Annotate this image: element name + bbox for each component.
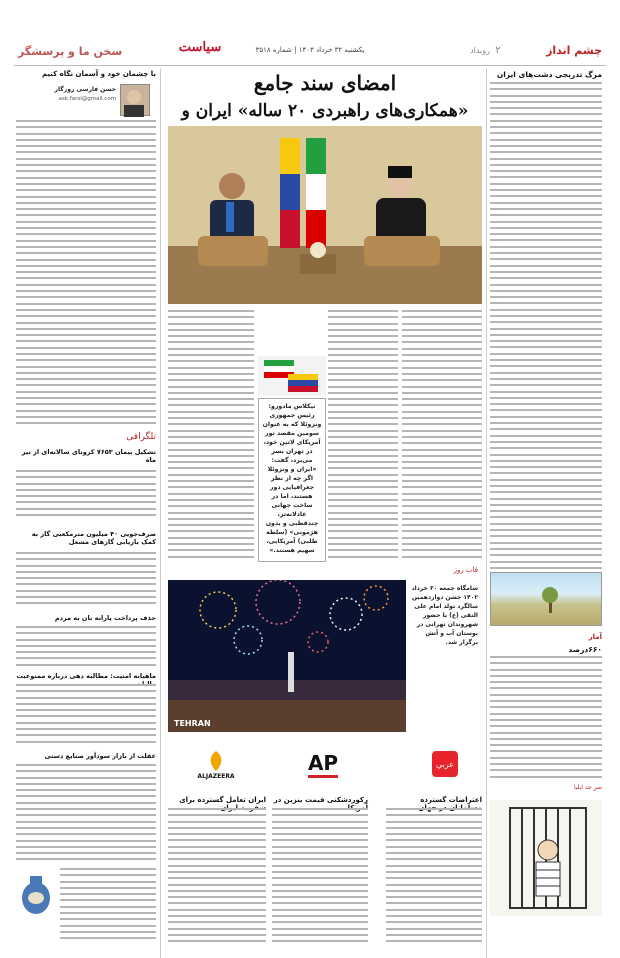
telegraphic-text-5 (16, 764, 156, 864)
bottom-story-2-title: رکوردشکنی قیمت بنزین در (273, 796, 368, 804)
stat-heading: ۶۶۰درصد (568, 645, 602, 654)
main-headline-line1: امضای سند جامع (253, 71, 397, 95)
stat-tag: آمار (588, 633, 602, 641)
flags-image (258, 356, 326, 396)
main-story-column-2 (328, 310, 398, 562)
pull-quote: نیکلاس مادورو: رئیس جمهوری ونزوئلا که به عنوان سومین مقصد تور آمریکای لاتین خود، در تهران بسر می‌برد، گفت: «ایران و ونزوئلا اگر چه از نظر جغرافیایی دور هستند، اما در ساخت جهانی عادلانه‌تر، چندقطبی و بدون هژمونی» (سلطه طلبی) آمریکایی، سهیم هستند.» (258, 398, 326, 562)
main-story-column-4 (168, 310, 254, 562)
author-name: حسن فارسی روزگار (54, 86, 116, 93)
aljazeera-logo-icon (204, 749, 228, 773)
fireworks-image (168, 580, 406, 732)
editorial-title: با چشمان خود و آسمان نگاه کنیم (41, 70, 156, 78)
telegraphic-text-2 (16, 552, 156, 610)
stat-text (490, 656, 602, 780)
bottom-story-1-title: اعتراضات گسترده (420, 796, 482, 804)
pottery-image (16, 868, 56, 916)
telegraphic-tag: تلگرافی (126, 432, 156, 442)
photo-caption: شامگاه جمعه ۳۰ خرداد ۱۴۰۲ جشن دوازدهمین سالگرد تولد امام علی النقی (ع) با حضور شهروندان تهرانی در بوستان آب و آتش برگزار شد. (411, 585, 478, 646)
ap-logo (290, 740, 356, 788)
right-section-title: چشم انداز (546, 44, 602, 57)
telegraphic-text-6 (60, 868, 156, 948)
telegraphic-item-3: حذف پرداخت یارانه نان به مردم (54, 614, 156, 622)
right-column-title: مرگ تدریجی دشت‌های ایران (496, 70, 602, 79)
handicraft-photo (16, 868, 56, 916)
photo-story-tag: قاب روز (453, 566, 478, 574)
landscape-photo (490, 572, 602, 626)
bottom-story-3-title: ایران تعامل گسترده برای (179, 796, 266, 804)
cartoon (490, 800, 602, 916)
main-story-column-1 (402, 310, 482, 562)
section-name: رویداد (470, 46, 490, 55)
telegraphic-text-4 (16, 684, 156, 748)
tree-image (489, 573, 601, 627)
telegraphic-item-1: تشکیل پیمان ۷۶۵۳ کرونای سالانه‌ای از تیر ماه (21, 448, 156, 464)
left-column-divider (160, 68, 161, 958)
fireworks-photo (168, 580, 406, 732)
telegraphic-item-4: ماهیانه امنیت: مطالبه دهی درباره ممنوعیت (16, 672, 156, 680)
bottom-story-2-text (272, 808, 368, 948)
arabi-logo (412, 740, 478, 788)
editorial-text (16, 120, 156, 428)
leaders-meeting-image (168, 126, 482, 304)
main-headline-line2: «همکاری‌های راهبردی ۲۰ ساله» ایران و (181, 101, 469, 121)
photo-watermark: TEHRAN (174, 719, 211, 728)
telegraphic-text-1 (16, 470, 156, 524)
main-photo (168, 126, 482, 304)
author-portrait-image (119, 85, 149, 117)
telegraphic-item-5: غفلت از بازار سودآور صنایع دستی (44, 752, 156, 760)
prisoner-cartoon-image (490, 800, 602, 916)
iran-venezuela-flags-image (258, 356, 326, 396)
right-column-text (490, 82, 602, 570)
bottom-story-1-text (386, 808, 482, 948)
telegraphic-text-3 (16, 626, 156, 670)
ap-logo-text: AP (308, 751, 338, 778)
author-email: ask.farsi@gmail.com (58, 96, 116, 102)
author-avatar (120, 84, 150, 116)
issue-info: یکشنبه ۳۲ خرداد ۱۴۰۳ | شماره ۳۵۱۸ (255, 46, 365, 54)
telegraphic-item-2: صرف‌جویی ۴۰ میلیون مترمکعبی گاز به کمک بازیابی گازهای مشعل (31, 530, 156, 546)
aljazeera-logo (176, 740, 256, 788)
left-section-title: سخن ما و پرسشگر (18, 45, 123, 58)
aljazeera-logo-text: ALJAZEERA (197, 772, 235, 780)
bottom-story-3-text (168, 808, 266, 948)
page-number: ۲ (495, 45, 501, 56)
cartoon-label: سر جد ایلیا (574, 784, 602, 791)
arabi-logo-mark: عربي (432, 751, 458, 777)
paper-logo: سیاست (178, 40, 222, 55)
